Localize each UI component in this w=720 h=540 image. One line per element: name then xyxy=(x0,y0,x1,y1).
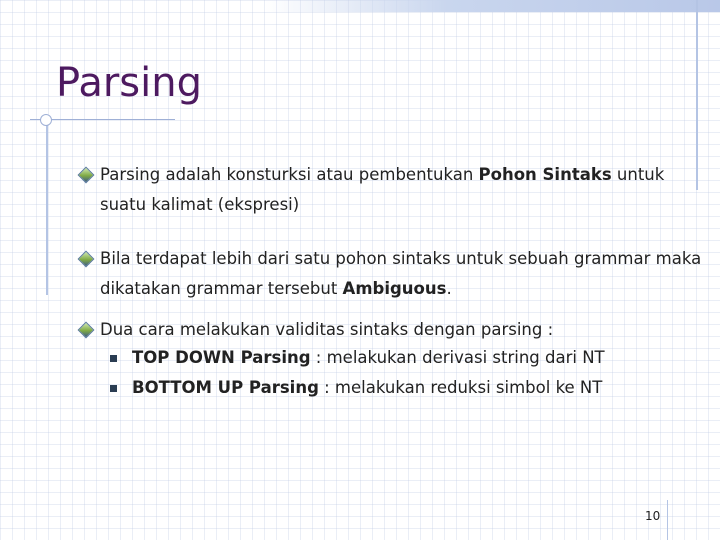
square-bullet-icon xyxy=(110,355,117,362)
bullet-text-post: untuk suatu kalimat (ekspresi) xyxy=(100,165,665,214)
sub-bullet-top-down xyxy=(110,343,605,373)
bullet-text-pre: Bila terdapat lebih dari satu pohon sintaks untuk sebuah grammar maka dikatakan grammar tersebut xyxy=(100,249,702,298)
square-bullet-icon xyxy=(110,385,117,392)
sub-bullet-bold: TOP DOWN Parsing xyxy=(132,348,311,367)
bullet-item-parsing-methods xyxy=(78,315,708,345)
crosshair-icon xyxy=(38,112,54,128)
slide-title: Parsing xyxy=(56,60,202,106)
page-number-rule xyxy=(667,500,668,540)
diamond-bullet-icon xyxy=(78,322,95,339)
bullet-item-parsing-definition xyxy=(78,160,708,220)
page-number: 10 xyxy=(645,509,661,523)
bullet-text: Dua cara melakukan validitas sintaks dengan parsing : xyxy=(100,320,554,339)
bullet-text-pre: Parsing adalah konsturksi atau pembentukan xyxy=(100,165,479,184)
bullet-item-ambiguous xyxy=(78,244,708,304)
sub-bullet-rest: : melakukan derivasi string dari NT xyxy=(310,348,605,367)
sub-bullet-bold: BOTTOM UP Parsing xyxy=(132,378,319,397)
bullet-text xyxy=(100,244,708,304)
bullet-text-post: . xyxy=(446,279,452,298)
sub-bullet-rest: : melakukan reduksi simbol ke NT xyxy=(318,378,603,397)
bullet-text-bold: Pohon Sintaks xyxy=(478,165,612,184)
bullet-text xyxy=(100,160,708,220)
diamond-bullet-icon xyxy=(78,251,95,268)
bullet-text-bold: Ambiguous xyxy=(342,279,447,298)
sub-bullet-list xyxy=(110,343,605,403)
sub-bullet-bottom-up xyxy=(110,373,605,403)
top-decorative-band xyxy=(265,0,720,12)
diamond-bullet-icon xyxy=(78,167,95,184)
left-decorative-rule xyxy=(46,125,48,295)
